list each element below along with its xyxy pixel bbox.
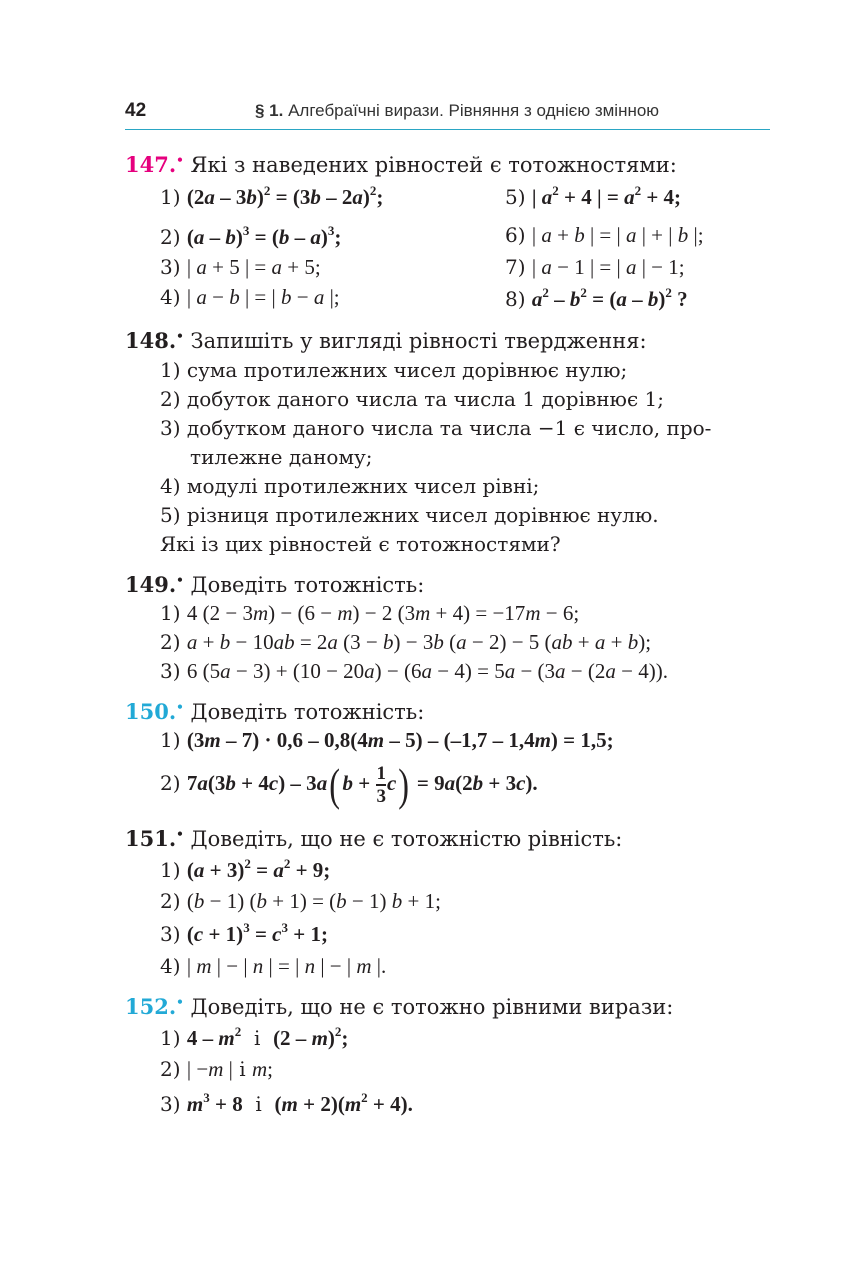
task-148-item-3: 3) добутком даного числа та числа −1 є число, про- <box>160 416 712 440</box>
task-title: Які з наведених рівностей є тотожностями: <box>190 153 677 177</box>
section-prefix: § 1. <box>255 101 284 120</box>
task-147-item-5: 5) | $a^2 + 4$ | = $a^2 + 4$; <box>505 183 682 209</box>
section-title-text: Алгебраїчні вирази. Рівняння з однією змінною <box>288 101 660 120</box>
task-number: 151. <box>125 826 177 851</box>
task-148: 148.• Запишіть у вигляді рівності твердження: <box>125 328 647 353</box>
task-148-item-1: 1) сума протилежних чисел дорівнює нулю; <box>160 358 628 382</box>
task-147-item-6: 6) | a + b | = | a | + | b |; <box>505 223 704 247</box>
task-151: 151.• Доведіть, що не є тотожністю рівність: <box>125 826 623 851</box>
task-147-item-4: 4) | a − b | = | b − a |; <box>160 285 340 309</box>
task-150: 150.• Доведіть тотожність: <box>125 699 425 724</box>
task-151-item-2: 2) (b − 1) (b + 1) = (b − 1) b + 1; <box>160 889 441 913</box>
task-title: Доведіть, що не є тотожністю рівність: <box>190 827 623 851</box>
task-151-item-3: 3) $(c + 1)^3 = c^3 + 1$; <box>160 920 328 946</box>
task-152-item-3: 3) $m^3 + 8$ і $(m + 2)(m^2 + 4)$. <box>160 1090 413 1116</box>
task-title: Доведіть, що не є тотожно рівними вирази: <box>190 995 674 1019</box>
task-number: 150. <box>125 699 177 724</box>
task-147: 147.• Які з наведених рівностей є тотожностями: <box>125 152 677 177</box>
fraction-one-third: $\frac{1}{3}$ <box>376 763 386 807</box>
task-151-item-4: 4) | m | − | n | = | n | − | m |. <box>160 954 387 978</box>
task-number: 152. <box>125 994 177 1019</box>
page-number: 42 <box>125 100 147 121</box>
task-148-item-2: 2) добуток даного числа та числа 1 дорівнює 1; <box>160 387 664 411</box>
task-148-item-4: 4) модулі протилежних чисел рівні; <box>160 474 540 498</box>
task-title: Доведіть тотожність: <box>190 700 425 724</box>
task-150-item-2: 2) 7a(3b + 4c) – 3a( b + $\frac{1}{3}$ c) = 9a(2b + 3c). <box>160 759 538 810</box>
header-divider <box>125 129 770 130</box>
task-148-question: Які із цих рівностей є тотожностями? <box>160 532 561 556</box>
task-148-item-3-cont: тилежне даному; <box>190 445 373 469</box>
task-title: Доведіть тотожність: <box>190 573 425 597</box>
task-147-item-1: 1) (2a – 3b)$^2$ = (3b – 2a)$^2$; <box>160 183 384 209</box>
task-number: 147. <box>125 152 177 177</box>
task-152-item-2: 2) | −m | і m; <box>160 1057 273 1081</box>
task-150-item-1: 1) (3m – 7) · 0,6 – 0,8(4m – 5) – (–1,7 – 1,4m) = 1,5; <box>160 728 614 752</box>
task-149: 149.• Доведіть тотожність: <box>125 572 425 597</box>
task-149-item-3: 3) 6 (5a − 3) + (10 − 20a) − (6a − 4) = 5a − (3a − (2a − 4)). <box>160 659 668 683</box>
task-147-item-8: 8) $a^2 - b^2 = (a - b)^2$ ? <box>505 285 688 311</box>
task-147-item-3: 3) | a + 5 | = a + 5; <box>160 255 321 279</box>
task-152: 152.• Доведіть, що не є тотожно рівними вирази: <box>125 994 674 1019</box>
task-147-item-2: 2) (a – b)$^3$ = (b – a)$^3$; <box>160 223 342 249</box>
task-151-item-1: 1) $(a + 3)^2 = a^2 + 9$; <box>160 856 331 882</box>
task-number: 149. <box>125 572 177 597</box>
task-149-item-2: 2) a + b − 10ab = 2a (3 − b) − 3b (a − 2) − 5 (ab + a + b); <box>160 630 652 654</box>
page-header <box>125 100 770 130</box>
section-title <box>255 101 659 121</box>
task-152-item-1: 1) $4 - m^2$ і (2 – m)$^2$; <box>160 1024 349 1050</box>
task-149-item-1: 1) 4 (2 − 3m) − (6 − m) − 2 (3m + 4) = −17m − 6; <box>160 601 580 625</box>
task-147-item-7: 7) | a − 1 | = | a | − 1; <box>505 255 685 279</box>
task-number: 148. <box>125 328 177 353</box>
task-title: Запишіть у вигляді рівності твердження: <box>190 329 647 353</box>
task-148-item-5: 5) різниця протилежних чисел дорівнює нулю. <box>160 503 659 527</box>
